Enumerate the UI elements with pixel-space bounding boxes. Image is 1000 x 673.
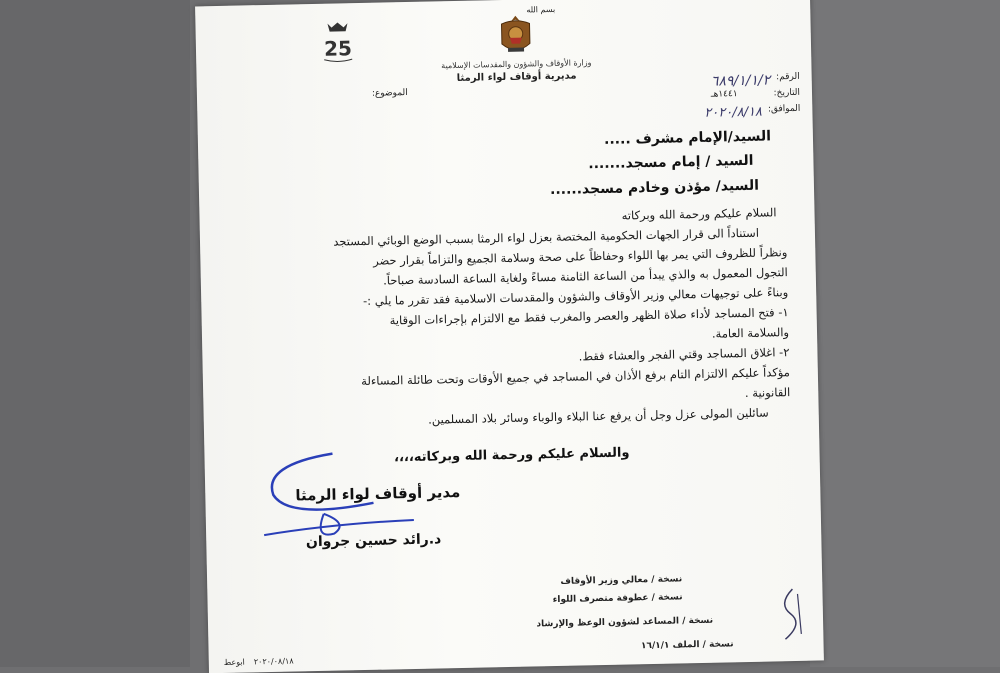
copy-line-2: نسخة / عطوفة متصرف اللواء	[552, 592, 683, 606]
addressee-1: السيد/الإمام مشرف .....	[603, 128, 772, 148]
body-line-9: القانونية .	[744, 385, 791, 401]
hijri-date-value: ١٤٤١هـ	[710, 89, 738, 100]
top-bismillah: بسم الله	[526, 4, 556, 15]
addressee-2: السيد / إمام مسجد.......	[588, 152, 754, 173]
body-line-1: استناداً الى قرار الجهات الحكومية المختصة بعزل لواء الرمثا بسبب الوضع الوبائي المستجد	[333, 225, 760, 249]
ref-label: الرقم:	[776, 71, 800, 83]
directorate-name: مديرية أوقاف لواء الرمثا	[456, 70, 577, 84]
anniversary-25-logo-icon	[315, 19, 360, 64]
signature-name: د.رائد حسين جروان	[305, 531, 442, 551]
body-line-6: والسلامة العامة.	[711, 325, 790, 341]
copy-line-3: نسخة / المساعد لشؤون الوعظ والإرشاد	[536, 615, 714, 630]
signature-title: مدير أوقاف لواء الرمثا	[295, 482, 461, 505]
copy-line-4: نسخة / الملف ١٦/١/١	[640, 639, 734, 652]
subject-label: الموضوع:	[371, 88, 408, 99]
greg-date-value: ٢٠٢٠/٨/١٨	[704, 104, 763, 121]
footer-date: ٢٠٢٠/٠٨/١٨	[253, 656, 294, 667]
copy-line-1: نسخة / معالي وزير الأوقاف	[560, 574, 683, 587]
body-line-10: سائلين المولى عزل وجل أن يرفع عنا البلاء والوباء وسائر بلاد المسلمين.	[427, 405, 769, 427]
crest-emblem-icon	[495, 13, 536, 58]
ref-value: ٦٨٩/١/١/٢	[710, 72, 771, 90]
anniversary-number: 25	[323, 36, 353, 61]
hijri-date-label: التاريخ:	[773, 87, 801, 99]
reference-block	[610, 72, 801, 122]
body-line-3: التجول المعمول به والذي يبدأ من الساعة الثامنة مساءً ولغاية الساعة السادسة صباحاً.	[382, 265, 788, 288]
body-line-5: ١- فتح المساجد لأداء صلاة الظهر والعصر والمغرب فقط مع الالتزام بإجراءات الوقاية	[389, 305, 789, 328]
addressee-3: السيد/ مؤذن وخادم مسجد......	[549, 177, 760, 199]
initials-scribble-icon	[772, 584, 813, 645]
letter-body	[226, 202, 790, 434]
background-left	[0, 0, 190, 667]
letter-page	[195, 0, 824, 673]
body-line-4: وبناءً على توجيهات معالي وزير الأوقاف والشؤون والمقدسات الاسلامية فقد تقرر ما يلي :-	[362, 285, 789, 308]
body-line-8: مؤكداً عليكم الالتزام التام برفع الأذان في المساجد في جميع الأوقات وتحت طائلة المساءلة	[361, 365, 791, 389]
ministry-line: وزارة الأوقاف والشؤون والمقدسات الإسلامية	[441, 58, 592, 71]
body-line-2: ونظراً للظروف التي يمر بها اللواء وحفاظاً على صحة وسلامة الجميع والتزاماً بقرار حضر	[373, 245, 788, 268]
background-right	[810, 0, 1000, 667]
footer-label: ابوعط	[223, 657, 245, 667]
closing-greeting: والسلام عليكم ورحمة الله وبركاته،،،،	[393, 445, 630, 466]
greeting: السلام عليكم ورحمة الله وبركاته	[621, 205, 777, 223]
greg-date-label: الموافق:	[767, 103, 801, 115]
body-line-7: ٢- اغلاق المساجد وقتي الفجر والعشاء فقط.	[578, 345, 790, 364]
